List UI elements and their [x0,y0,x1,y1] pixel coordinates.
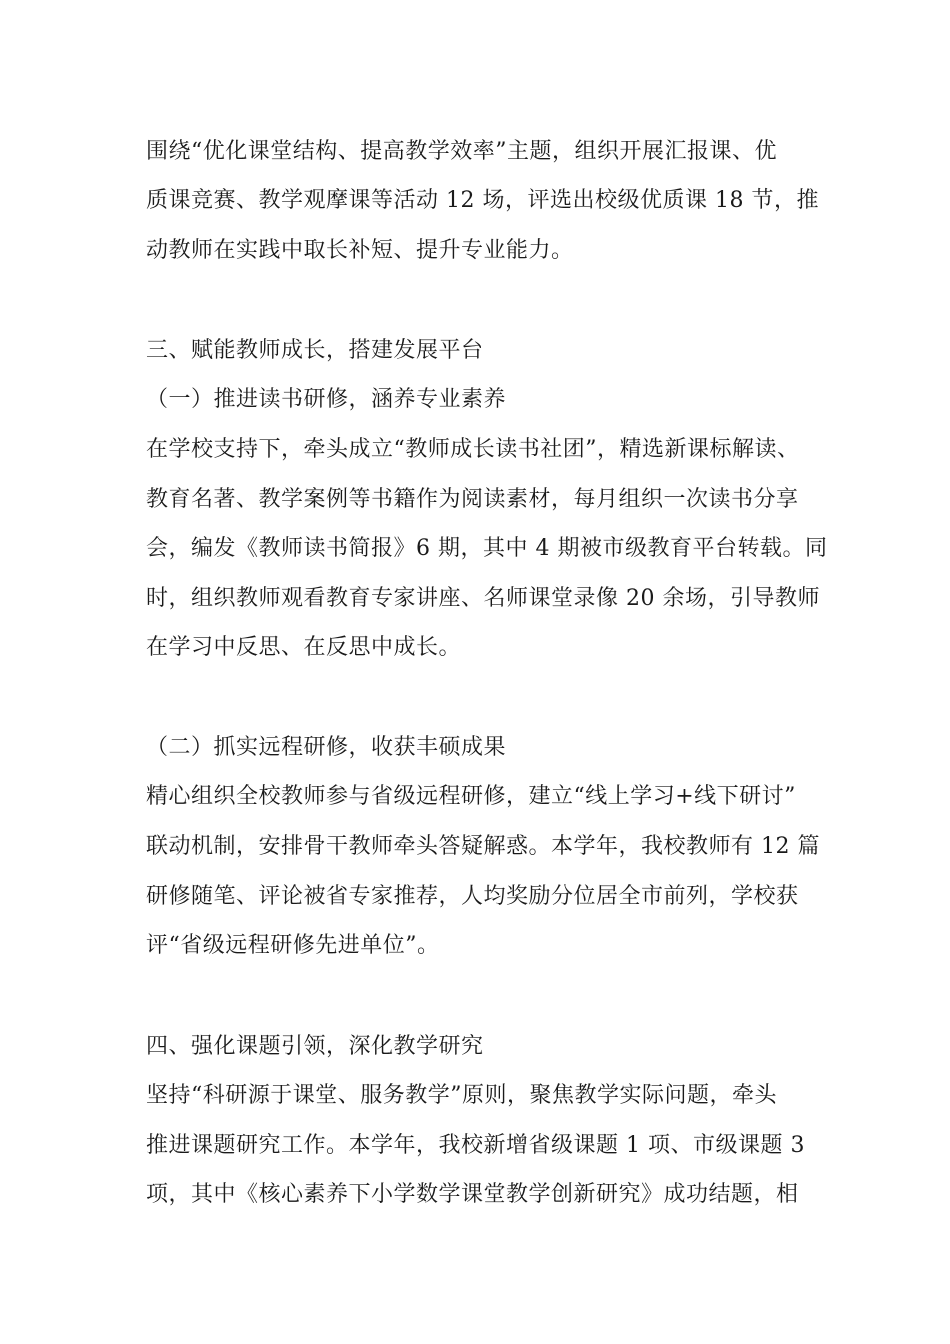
paragraph-line: 会，编发《教师读书简报》6 期，其中 4 期被市级教育平台转载。同 [146,536,828,561]
paragraph-line: 时，组织教师观看教育专家讲座、名师课堂录像 20 余场，引导教师 [146,586,820,611]
paragraph-line: 质课竞赛、教学观摩课等活动 12 场，评选出校级优质课 18 节，推 [146,188,819,213]
paragraph-line: 推进课题研究工作。本学年，我校新增省级课题 1 项、市级课题 3 [146,1133,805,1158]
paragraph-line: 动教师在实践中取长补短、提升专业能力。 [146,238,574,263]
paragraph-line: 坚持“科研源于课堂、服务教学”原则，聚焦教学实际问题，牵头 [146,1083,777,1108]
paragraph-line: 在学习中反思、在反思中成长。 [146,635,462,660]
paragraph-line: 项，其中《核心素养下小学数学课堂教学创新研究》成功结题，相 [146,1182,799,1207]
subsection-heading: （一）推进读书研修，涵养专业素养 [146,387,507,412]
paragraph-line: 围绕“优化课堂结构、提高教学效率”主题，组织开展汇报课、优 [146,139,777,164]
section-heading: 四、强化课题引领，深化教学研究 [146,1034,484,1059]
paragraph-line: 精心组织全校教师参与省级远程研修，建立“线上学习+线下研讨” [146,784,796,809]
paragraph-line: 在学校支持下，牵头成立“教师成长读书社团”，精选新课标解读、 [146,437,800,462]
paragraph-line: 研修随笔、评论被省专家推荐，人均奖励分位居全市前列，学校获 [146,884,799,909]
paragraph-line: 教育名著、教学案例等书籍作为阅读素材，每月组织一次读书分享 [146,487,799,512]
section-heading: 三、赋能教师成长，搭建发展平台 [146,338,484,363]
paragraph-line: 联动机制，安排骨干教师牵头答疑解惑。本学年，我校教师有 12 篇 [146,834,820,859]
paragraph-line: 评“省级远程研修先进单位”。 [146,933,440,958]
subsection-heading: （二）抓实远程研修，收获丰硕成果 [146,735,507,760]
